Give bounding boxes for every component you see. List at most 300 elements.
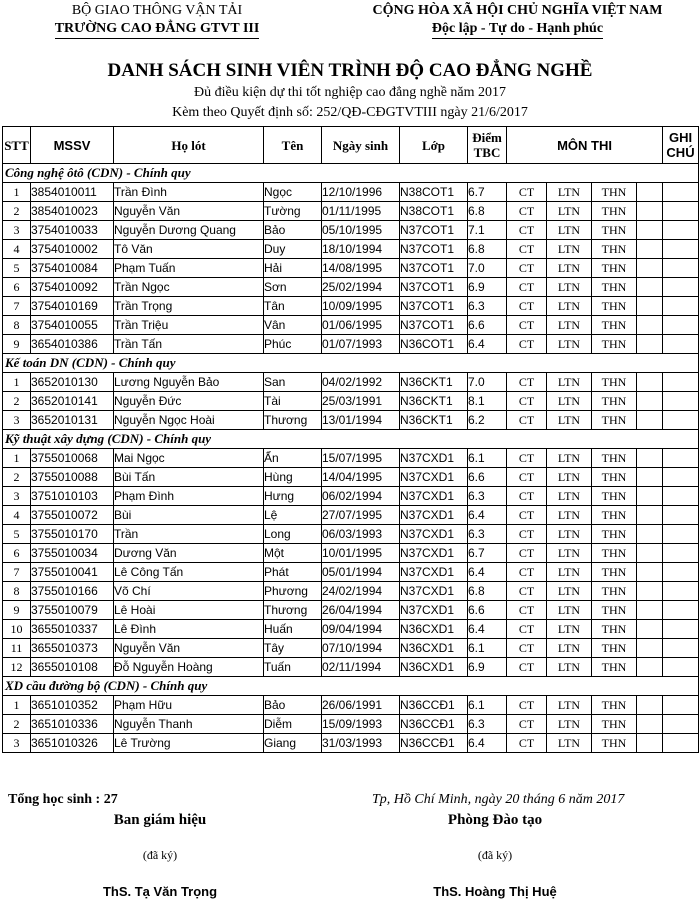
mon-ltn-cell: LTN	[547, 734, 592, 753]
mon-blank-cell	[637, 202, 663, 221]
lop-cell: N37COT1	[400, 297, 468, 316]
ngay-sinh-cell: 14/04/1995	[322, 468, 400, 487]
section-row	[3, 430, 699, 449]
ngay-sinh-cell: 27/07/1995	[322, 506, 400, 525]
ghi-chu-cell	[663, 525, 699, 544]
mon-blank-cell	[637, 506, 663, 525]
stt-cell: 1	[3, 183, 31, 202]
mon-ct-cell: CT	[507, 525, 547, 544]
mon-thn-cell: THN	[592, 639, 637, 658]
ho-lot-cell: Nguyễn Văn	[114, 202, 264, 221]
stt-cell: 6	[3, 544, 31, 563]
mon-thn-cell: THN	[592, 411, 637, 430]
ghi-chu-cell	[663, 240, 699, 259]
mon-ltn-cell: LTN	[547, 601, 592, 620]
diem-tbc-cell: 6.4	[468, 734, 507, 753]
mon-ct-cell: CT	[507, 449, 547, 468]
mon-ltn-cell: LTN	[547, 259, 592, 278]
diem-tbc-cell: 7.0	[468, 259, 507, 278]
mon-blank-cell	[637, 449, 663, 468]
diem-tbc-cell: 6.2	[468, 411, 507, 430]
mssv-cell: 3651010352	[31, 696, 114, 715]
ho-lot-cell: Lê Trường	[114, 734, 264, 753]
ho-lot-cell: Lê Đình	[114, 620, 264, 639]
lop-cell: N36COT1	[400, 335, 468, 354]
ten-cell: Ẩn	[264, 449, 322, 468]
signer-right-note: (đã ký)	[477, 848, 513, 862]
ngay-sinh-cell: 15/07/1995	[322, 449, 400, 468]
mon-ct-cell: CT	[507, 487, 547, 506]
lop-cell: N36CCĐ1	[400, 734, 468, 753]
ministry-block	[12, 2, 302, 39]
mssv-cell: 3755010166	[31, 582, 114, 601]
ngay-sinh-cell: 06/03/1993	[322, 525, 400, 544]
ngay-sinh-cell: 01/11/1995	[322, 202, 400, 221]
ngay-sinh-cell: 05/10/1995	[322, 221, 400, 240]
mssv-cell: 3654010386	[31, 335, 114, 354]
mon-blank-cell	[637, 259, 663, 278]
diem-tbc-cell: 6.4	[468, 335, 507, 354]
col-diem-label: Điểm	[472, 130, 502, 145]
stt-cell: 1	[3, 373, 31, 392]
diem-tbc-cell: 6.1	[468, 639, 507, 658]
table-row	[3, 259, 699, 278]
ngay-sinh-cell: 09/04/1994	[322, 620, 400, 639]
ho-lot-cell: Trần	[114, 525, 264, 544]
table-row	[3, 620, 699, 639]
ngay-sinh-cell: 15/09/1993	[322, 715, 400, 734]
mon-blank-cell	[637, 316, 663, 335]
mon-ltn-cell: LTN	[547, 278, 592, 297]
signer-left-title: Ban giám hiệu	[113, 812, 207, 828]
ten-cell: Hùng	[264, 468, 322, 487]
table-row	[3, 316, 699, 335]
mon-ct-cell: CT	[507, 297, 547, 316]
stt-cell: 8	[3, 582, 31, 601]
mon-blank-cell	[637, 392, 663, 411]
mon-ct-cell: CT	[507, 601, 547, 620]
lop-cell: N37CXD1	[400, 563, 468, 582]
stt-cell: 8	[3, 316, 31, 335]
col-mssv: MSSV	[31, 127, 114, 164]
document-title: DANH SÁCH SINH VIÊN TRÌNH ĐỘ CAO ĐẲNG NGHỀ	[107, 60, 593, 81]
mon-blank-cell	[637, 468, 663, 487]
diem-tbc-cell: 6.4	[468, 620, 507, 639]
stt-cell: 3	[3, 487, 31, 506]
mon-ct-cell: CT	[507, 734, 547, 753]
ten-cell: Tường	[264, 202, 322, 221]
diem-tbc-cell: 6.6	[468, 601, 507, 620]
ten-cell: Duy	[264, 240, 322, 259]
mon-thn-cell: THN	[592, 734, 637, 753]
mon-ltn-cell: LTN	[547, 335, 592, 354]
ghi-chu-cell	[663, 316, 699, 335]
document-subtitle: Đủ điều kiện dự thi tốt nghiệp cao đẳng nghề năm 2017	[193, 85, 507, 100]
mon-blank-cell	[637, 658, 663, 677]
mssv-cell: 3754010033	[31, 221, 114, 240]
col-stt: STT	[3, 127, 31, 164]
mon-ltn-cell: LTN	[547, 525, 592, 544]
mon-ct-cell: CT	[507, 392, 547, 411]
mon-blank-cell	[637, 639, 663, 658]
diem-tbc-cell: 6.1	[468, 696, 507, 715]
stt-cell: 3	[3, 221, 31, 240]
ngay-sinh-cell: 02/11/1994	[322, 658, 400, 677]
mon-blank-cell	[637, 221, 663, 240]
ho-lot-cell: Lương Nguyễn Bảo	[114, 373, 264, 392]
ghi-chu-cell	[663, 696, 699, 715]
table-row	[3, 582, 699, 601]
mssv-cell: 3652010141	[31, 392, 114, 411]
table-row	[3, 601, 699, 620]
ten-cell: Lệ	[264, 506, 322, 525]
mon-thn-cell: THN	[592, 183, 637, 202]
mon-thn-cell: THN	[592, 259, 637, 278]
lop-cell: N36CCĐ1	[400, 715, 468, 734]
mon-ltn-cell: LTN	[547, 506, 592, 525]
mon-thn-cell: THN	[592, 221, 637, 240]
lop-cell: N37CXD1	[400, 449, 468, 468]
lop-cell: N37COT1	[400, 316, 468, 335]
mon-thn-cell: THN	[592, 316, 637, 335]
total-students: Tổng học sinh : 27	[8, 792, 118, 807]
col-ghi-chu	[663, 127, 699, 164]
mon-thn-cell: THN	[592, 601, 637, 620]
ghi-chu-cell	[663, 221, 699, 240]
table-row	[3, 449, 699, 468]
ten-cell: Vân	[264, 316, 322, 335]
mon-ct-cell: CT	[507, 639, 547, 658]
ghi-chu-cell	[663, 392, 699, 411]
diem-tbc-cell: 6.9	[468, 278, 507, 297]
mon-thn-cell: THN	[592, 487, 637, 506]
ghi-chu-cell	[663, 639, 699, 658]
mon-ct-cell: CT	[507, 259, 547, 278]
mon-ltn-cell: LTN	[547, 582, 592, 601]
ghi-chu-cell	[663, 411, 699, 430]
stt-cell: 4	[3, 240, 31, 259]
diem-tbc-cell: 8.1	[468, 392, 507, 411]
stt-cell: 2	[3, 392, 31, 411]
mon-thn-cell: THN	[592, 297, 637, 316]
mon-thn-cell: THN	[592, 658, 637, 677]
diem-tbc-cell: 6.9	[468, 658, 507, 677]
table-row	[3, 297, 699, 316]
mssv-cell: 3655010337	[31, 620, 114, 639]
stt-cell: 2	[3, 202, 31, 221]
mon-ltn-cell: LTN	[547, 487, 592, 506]
lop-cell: N37COT1	[400, 221, 468, 240]
national-motto-block	[340, 2, 695, 39]
ten-cell: Một	[264, 544, 322, 563]
ngay-sinh-cell: 14/08/1995	[322, 259, 400, 278]
mon-ct-cell: CT	[507, 373, 547, 392]
ten-cell: Sơn	[264, 278, 322, 297]
ghi-chu-cell	[663, 259, 699, 278]
ngay-sinh-cell: 25/02/1994	[322, 278, 400, 297]
mon-blank-cell	[637, 373, 663, 392]
ngay-sinh-cell: 05/01/1994	[322, 563, 400, 582]
section-title: Kế toán DN (CDN) - Chính quy	[3, 354, 699, 373]
stt-cell: 2	[3, 468, 31, 487]
mon-ct-cell: CT	[507, 506, 547, 525]
ghi-chu-cell	[663, 183, 699, 202]
ngay-sinh-cell: 24/02/1994	[322, 582, 400, 601]
ngay-sinh-cell: 10/01/1995	[322, 544, 400, 563]
stt-cell: 2	[3, 715, 31, 734]
ngay-sinh-cell: 13/01/1994	[322, 411, 400, 430]
mon-thn-cell: THN	[592, 525, 637, 544]
mon-ct-cell: CT	[507, 696, 547, 715]
mon-ltn-cell: LTN	[547, 715, 592, 734]
ghi-chu-cell	[663, 734, 699, 753]
mssv-cell: 3751010103	[31, 487, 114, 506]
ghi-chu-cell	[663, 658, 699, 677]
stt-cell: 1	[3, 696, 31, 715]
table-row	[3, 563, 699, 582]
ngay-sinh-cell: 01/06/1995	[322, 316, 400, 335]
mon-ct-cell: CT	[507, 202, 547, 221]
ghi-chu-cell	[663, 297, 699, 316]
mon-ct-cell: CT	[507, 411, 547, 430]
ghi-chu-cell	[663, 468, 699, 487]
mssv-cell: 3755010088	[31, 468, 114, 487]
ghi-chu-cell	[663, 620, 699, 639]
mon-blank-cell	[637, 734, 663, 753]
ngay-sinh-cell: 26/04/1994	[322, 601, 400, 620]
ten-cell: Hưng	[264, 487, 322, 506]
mon-thn-cell: THN	[592, 582, 637, 601]
mon-thn-cell: THN	[592, 715, 637, 734]
ten-cell: Tài	[264, 392, 322, 411]
mon-ltn-cell: LTN	[547, 221, 592, 240]
mon-thn-cell: THN	[592, 544, 637, 563]
ho-lot-cell: Trần Ngọc	[114, 278, 264, 297]
mon-thn-cell: THN	[592, 506, 637, 525]
mon-thn-cell: THN	[592, 335, 637, 354]
lop-cell: N37CXD1	[400, 582, 468, 601]
ghi-chu-cell	[663, 335, 699, 354]
mon-blank-cell	[637, 525, 663, 544]
stt-cell: 5	[3, 525, 31, 544]
section-row	[3, 354, 699, 373]
ho-lot-cell: Trần Trọng	[114, 297, 264, 316]
mon-ltn-cell: LTN	[547, 658, 592, 677]
ho-lot-cell: Trần Đình	[114, 183, 264, 202]
col-lop: Lớp	[400, 127, 468, 164]
ten-cell: Tân	[264, 297, 322, 316]
table-row	[3, 240, 699, 259]
mon-thn-cell: THN	[592, 449, 637, 468]
diem-tbc-cell: 6.7	[468, 544, 507, 563]
ministry-name: BỘ GIAO THÔNG VẬN TẢI	[71, 3, 243, 18]
lop-cell: N37CXD1	[400, 525, 468, 544]
ho-lot-cell: Phạm Đình	[114, 487, 264, 506]
ghi-chu-cell	[663, 449, 699, 468]
mon-ct-cell: CT	[507, 582, 547, 601]
ten-cell: Bảo	[264, 696, 322, 715]
mon-ltn-cell: LTN	[547, 183, 592, 202]
stt-cell: 7	[3, 563, 31, 582]
col-mon-thi: MÔN THI	[507, 127, 663, 164]
mon-blank-cell	[637, 544, 663, 563]
lop-cell: N36CXD1	[400, 620, 468, 639]
stt-cell: 7	[3, 297, 31, 316]
mon-ltn-cell: LTN	[547, 620, 592, 639]
ho-lot-cell: Nguyễn Đức	[114, 392, 264, 411]
mon-ltn-cell: LTN	[547, 316, 592, 335]
lop-cell: N37CXD1	[400, 468, 468, 487]
mon-ltn-cell: LTN	[547, 411, 592, 430]
diem-tbc-cell: 6.6	[468, 316, 507, 335]
ho-lot-cell: Tô Văn	[114, 240, 264, 259]
ho-lot-cell: Nguyễn Văn	[114, 639, 264, 658]
stt-cell: 1	[3, 449, 31, 468]
mssv-cell: 3755010068	[31, 449, 114, 468]
ten-cell: San	[264, 373, 322, 392]
ho-lot-cell: Bùi	[114, 506, 264, 525]
signer-right-title: Phòng Đào tạo	[447, 812, 543, 828]
mon-blank-cell	[637, 620, 663, 639]
stt-cell: 5	[3, 259, 31, 278]
mon-thn-cell: THN	[592, 392, 637, 411]
ngay-sinh-cell: 12/10/1996	[322, 183, 400, 202]
diem-tbc-cell: 6.4	[468, 563, 507, 582]
stt-cell: 11	[3, 639, 31, 658]
lop-cell: N37CXD1	[400, 601, 468, 620]
diem-tbc-cell: 6.3	[468, 297, 507, 316]
ho-lot-cell: Bùi Tấn	[114, 468, 264, 487]
mon-ltn-cell: LTN	[547, 563, 592, 582]
mssv-cell: 3854010023	[31, 202, 114, 221]
ho-lot-cell: Dương Văn	[114, 544, 264, 563]
stt-cell: 12	[3, 658, 31, 677]
school-name: TRƯỜNG CAO ĐẲNG GTVT III	[55, 20, 260, 39]
ngay-sinh-cell: 07/10/1994	[322, 639, 400, 658]
mon-ct-cell: CT	[507, 620, 547, 639]
mon-ltn-cell: LTN	[547, 373, 592, 392]
table-row	[3, 487, 699, 506]
lop-cell: N36CKT1	[400, 411, 468, 430]
table-row	[3, 373, 699, 392]
ten-cell: Long	[264, 525, 322, 544]
mon-ltn-cell: LTN	[547, 202, 592, 221]
lop-cell: N36CXD1	[400, 639, 468, 658]
mon-blank-cell	[637, 696, 663, 715]
lop-cell: N38COT1	[400, 202, 468, 221]
section-title: Kỹ thuật xây dựng (CDN) - Chính quy	[3, 430, 699, 449]
table-row	[3, 392, 699, 411]
mon-thn-cell: THN	[592, 468, 637, 487]
diem-tbc-cell: 6.3	[468, 487, 507, 506]
mon-blank-cell	[637, 563, 663, 582]
mon-blank-cell	[637, 582, 663, 601]
mssv-cell: 3754010169	[31, 297, 114, 316]
lop-cell: N37CXD1	[400, 506, 468, 525]
ghi-chu-cell	[663, 373, 699, 392]
mssv-cell: 3755010079	[31, 601, 114, 620]
mon-ltn-cell: LTN	[547, 544, 592, 563]
ngay-sinh-cell: 26/06/1991	[322, 696, 400, 715]
table-row	[3, 525, 699, 544]
ho-lot-cell: Mai Ngọc	[114, 449, 264, 468]
diem-tbc-cell: 7.0	[468, 373, 507, 392]
section-title: Công nghệ ôtô (CDN) - Chính quy	[3, 164, 699, 183]
table-body	[3, 164, 699, 753]
diem-tbc-cell: 6.3	[468, 715, 507, 734]
student-list-table	[2, 126, 699, 753]
mon-blank-cell	[637, 335, 663, 354]
table-row	[3, 335, 699, 354]
section-title: XD cầu đường bộ (CDN) - Chính quy	[3, 677, 699, 696]
section-row	[3, 164, 699, 183]
diem-tbc-cell: 6.8	[468, 582, 507, 601]
mon-ltn-cell: LTN	[547, 696, 592, 715]
mon-ct-cell: CT	[507, 563, 547, 582]
mon-blank-cell	[637, 601, 663, 620]
mssv-cell: 3854010011	[31, 183, 114, 202]
mon-ct-cell: CT	[507, 316, 547, 335]
table-row	[3, 639, 699, 658]
mon-ct-cell: CT	[507, 240, 547, 259]
table-row	[3, 734, 699, 753]
ghi-chu-cell	[663, 563, 699, 582]
mssv-cell: 3651010326	[31, 734, 114, 753]
mon-ct-cell: CT	[507, 544, 547, 563]
ghi-chu-cell	[663, 544, 699, 563]
ghi-chu-cell	[663, 601, 699, 620]
ghi-chu-cell	[663, 715, 699, 734]
mon-ltn-cell: LTN	[547, 449, 592, 468]
lop-cell: N37COT1	[400, 259, 468, 278]
table-row	[3, 411, 699, 430]
stt-cell: 6	[3, 278, 31, 297]
mssv-cell: 3655010373	[31, 639, 114, 658]
ten-cell: Thương	[264, 601, 322, 620]
diem-tbc-cell: 6.8	[468, 240, 507, 259]
col-ho-lot: Họ lót	[114, 127, 264, 164]
ten-cell: Bảo	[264, 221, 322, 240]
ten-cell: Hải	[264, 259, 322, 278]
ten-cell: Ngọc	[264, 183, 322, 202]
ten-cell: Giang	[264, 734, 322, 753]
decision-reference: Kèm theo Quyết định số: 252/QĐ-CĐGTVTIII ngày 21/6/2017	[172, 105, 528, 120]
stt-cell: 4	[3, 506, 31, 525]
ten-cell: Tuấn	[264, 658, 322, 677]
mon-ct-cell: CT	[507, 221, 547, 240]
mon-ct-cell: CT	[507, 335, 547, 354]
col-ngay-sinh: Ngày sinh	[322, 127, 400, 164]
diem-tbc-cell: 6.1	[468, 449, 507, 468]
mon-blank-cell	[637, 487, 663, 506]
mssv-cell: 3754010055	[31, 316, 114, 335]
table-row	[3, 468, 699, 487]
ho-lot-cell: Phạm Tuấn	[114, 259, 264, 278]
ghi-chu-cell	[663, 582, 699, 601]
mon-ltn-cell: LTN	[547, 468, 592, 487]
mssv-cell: 3755010072	[31, 506, 114, 525]
mon-ltn-cell: LTN	[547, 240, 592, 259]
mon-thn-cell: THN	[592, 278, 637, 297]
lop-cell: N38COT1	[400, 183, 468, 202]
ho-lot-cell: Đỗ Nguyễn Hoàng	[114, 658, 264, 677]
table-row	[3, 506, 699, 525]
national-motto: Độc lập - Tự do - Hạnh phúc	[432, 20, 603, 39]
place-date: Tp, Hồ Chí Minh, ngày 20 tháng 6 năm 2017	[372, 792, 625, 807]
ngay-sinh-cell: 10/09/1995	[322, 297, 400, 316]
mon-thn-cell: THN	[592, 373, 637, 392]
diem-tbc-cell: 6.3	[468, 525, 507, 544]
